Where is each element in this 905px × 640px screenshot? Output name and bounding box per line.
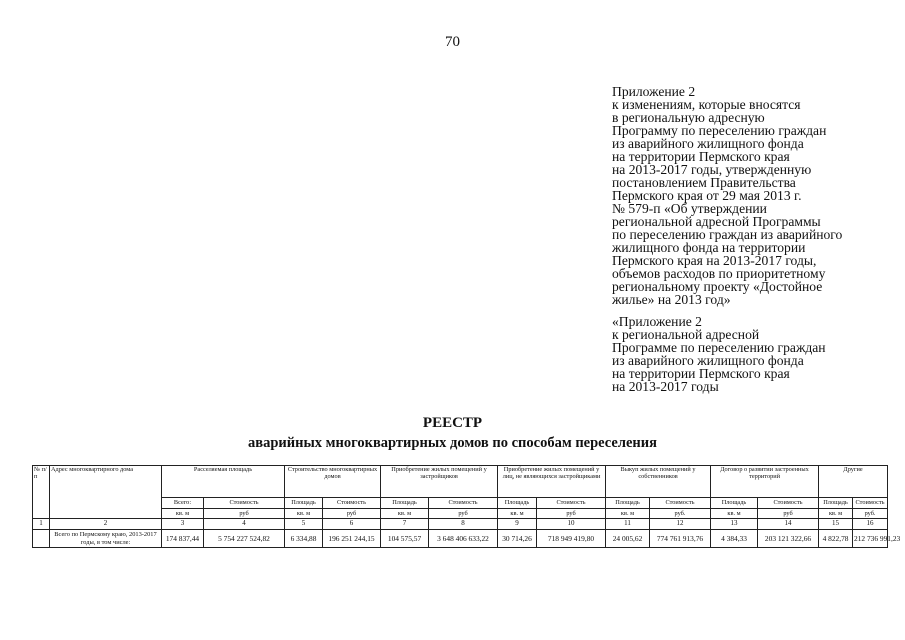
unit-cell: руб (204, 509, 285, 519)
unit-cell: кв. м (819, 509, 853, 519)
appendix-line: из аварийного жилищного фонда (612, 353, 804, 368)
column-number-cell: 11 (606, 519, 650, 530)
appendix-line: № 579-п «Об утверждении (612, 201, 767, 216)
unit-cell: кв. м (606, 509, 650, 519)
column-number-cell: 15 (819, 519, 853, 530)
appendix-line: к изменениям, которые вносятся (612, 97, 801, 112)
value-cell: 203 121 322,66 (758, 530, 819, 548)
value-cell: 30 714,26 (498, 530, 537, 548)
appendix-line: к региональной адресной (612, 327, 760, 342)
appendix-line: Программу по переселению граждан (612, 123, 827, 138)
appendix-line: Пермского края на 2013-2017 годы, (612, 253, 817, 268)
column-number-cell: 4 (204, 519, 285, 530)
unit-cell: кв. м (711, 509, 758, 519)
column-number-cell: 9 (498, 519, 537, 530)
header-cell: Стоимость (537, 498, 606, 509)
unit-cell: руб. (650, 509, 711, 519)
header-cell: Стоимость (204, 498, 285, 509)
appendix-line: на территории Пермского края (612, 149, 790, 164)
unit-cell: кв. м (162, 509, 204, 519)
appendix-line: жилищного фонда на территории (612, 240, 806, 255)
registry-table (32, 465, 901, 548)
appendix-line: на территории Пермского края (612, 366, 790, 381)
unit-cell: руб (537, 509, 606, 519)
header-cell: Расселяемая площадь (162, 466, 285, 498)
document-subtitle: аварийных многоквартирных домов по способам переселения (248, 435, 657, 451)
unit-cell: кв. м (285, 509, 323, 519)
unit-cell: кв. м (381, 509, 429, 519)
header-cell: Стоимость (853, 498, 888, 509)
value-cell: 774 761 913,76 (650, 530, 711, 548)
value-cell: 4 822,78 (819, 530, 853, 548)
page-number: 70 (445, 34, 460, 50)
header-cell: Площадь (819, 498, 853, 509)
appendix-line: «Приложение 2 (612, 314, 702, 329)
unit-cell: руб (758, 509, 819, 519)
header-cell: № п/п (33, 466, 50, 519)
table-column-number-row (33, 519, 888, 530)
appendix-line: по переселению граждан из аварийного (612, 227, 843, 242)
header-cell: Стоимость (429, 498, 498, 509)
column-number-cell: 3 (162, 519, 204, 530)
header-cell: Площадь (381, 498, 429, 509)
appendix-line: Программе по переселению граждан (612, 340, 826, 355)
header-cell: Договор о развитии застроенных территорий (711, 466, 819, 498)
header-cell: Приобретение жилых помещений у застройщиков (381, 466, 498, 498)
header-cell: Площадь (606, 498, 650, 509)
appendix-line: жилье» на 2013 год» (612, 292, 731, 307)
unit-cell: руб. (853, 509, 888, 519)
column-number-cell: 16 (853, 519, 888, 530)
document-title: РЕЕСТР (422, 415, 483, 431)
header-cell: Строительство многоквартирных домов (285, 466, 381, 498)
appendix-program-note (612, 315, 897, 393)
column-number-cell: 13 (711, 519, 758, 530)
appendix-line: региональной адресной Программы (612, 214, 821, 229)
column-number-cell: 5 (285, 519, 323, 530)
table-header-row (33, 466, 888, 498)
header-cell: Адрес многоквартирного дома (50, 466, 162, 519)
unit-cell: руб (323, 509, 381, 519)
row-label-cell: Всего по Пермскому краю, 2013-2017 годы, в том числе: (50, 530, 162, 548)
title-block (0, 414, 905, 452)
header-cell: Всего: (162, 498, 204, 509)
value-cell: 6 334,88 (285, 530, 323, 548)
header-cell: Стоимость (758, 498, 819, 509)
value-cell: 24 005,62 (606, 530, 650, 548)
value-cell: 5 754 227 524,82 (204, 530, 285, 548)
value-cell: 3 648 406 633,22 (429, 530, 498, 548)
appendix-line: Пермского края от 29 мая 2013 г. (612, 188, 802, 203)
header-cell: Другие (819, 466, 888, 498)
column-number-cell: 2 (50, 519, 162, 530)
unit-cell: руб (429, 509, 498, 519)
appendix-line: региональному проекту «Достойное (612, 279, 823, 294)
value-cell: 718 949 419,80 (537, 530, 606, 548)
column-number-cell: 8 (429, 519, 498, 530)
appendix-line: Приложение 2 (612, 84, 696, 99)
column-number-cell: 10 (537, 519, 606, 530)
header-cell: Площадь (711, 498, 758, 509)
value-cell: 104 575,57 (381, 530, 429, 548)
header-cell: Стоимость (650, 498, 711, 509)
table-subheader-row (33, 498, 888, 509)
value-cell: 212 736 991,23 (853, 530, 888, 548)
row-number-cell (33, 530, 50, 548)
appendix-line: из аварийного жилищного фонда (612, 136, 804, 151)
appendix-line: объемов расходов по приоритетному (612, 266, 826, 281)
column-number-cell: 14 (758, 519, 819, 530)
column-number-cell: 1 (33, 519, 50, 530)
unit-cell: кв. м (498, 509, 537, 519)
column-number-cell: 6 (323, 519, 381, 530)
header-cell: Площадь (498, 498, 537, 509)
column-number-cell: 7 (381, 519, 429, 530)
appendix-line: на 2013-2017 годы, утвержденную (612, 162, 812, 177)
appendix-line: на 2013-2017 годы (612, 379, 719, 394)
header-cell: Приобретение жилых помещений у лиц, не являющихся застройщиками (498, 466, 606, 498)
table-units-row (33, 509, 888, 519)
appendix-line: в региональную адресную (612, 110, 765, 125)
column-number-cell: 12 (650, 519, 711, 530)
appendix-line: постановлением Правительства (612, 175, 796, 190)
header-cell: Площадь (285, 498, 323, 509)
appendix-amendment-note (612, 85, 897, 306)
table-row-total (33, 530, 888, 548)
header-cell: Стоимость (323, 498, 381, 509)
header-cell: Выкуп жилых помещений у собственников (606, 466, 711, 498)
value-cell: 196 251 244,15 (323, 530, 381, 548)
value-cell: 4 384,33 (711, 530, 758, 548)
value-cell: 174 837,44 (162, 530, 204, 548)
